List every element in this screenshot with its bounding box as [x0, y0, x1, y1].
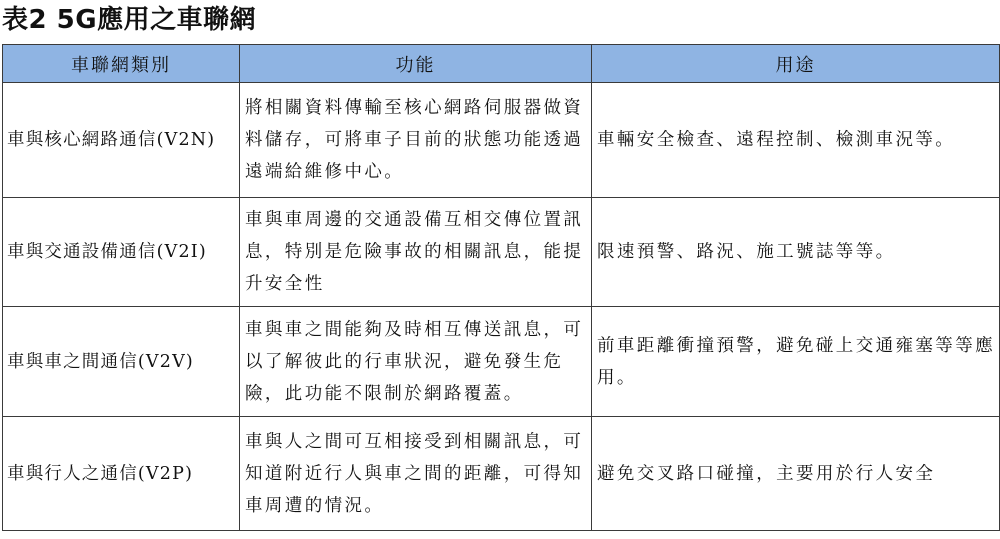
v2x-table	[2, 44, 1000, 531]
table-row	[3, 307, 1000, 417]
usage-cell: 前車距離衝撞預警，避免碰上交通雍塞等等應用。	[592, 307, 1000, 417]
header-function: 功能	[240, 45, 592, 83]
table-title: 表2 5G應用之車聯網	[2, 5, 257, 35]
category-cell: 車與核心網路通信(V2N)	[3, 83, 240, 198]
function-cell: 將相關資料傳輸至核心網路伺服器做資料儲存，可將車子目前的狀態功能透過遠端給維修中心。	[240, 83, 592, 198]
table-header-row	[3, 45, 1000, 83]
usage-cell: 避免交叉路口碰撞，主要用於行人安全	[592, 417, 1000, 531]
function-cell: 車與車周邊的交通設備互相交傳位置訊息，特別是危險事故的相關訊息，能提升安全性	[240, 198, 592, 307]
function-cell: 車與車之間能夠及時相互傳送訊息，可以了解彼此的行車狀況，避免發生危險，此功能不限制於網路覆蓋。	[240, 307, 592, 417]
category-cell: 車與行人之通信(V2P)	[3, 417, 240, 531]
usage-cell: 車輛安全檢查、遠程控制、檢測車況等。	[592, 83, 1000, 198]
header-usage: 用途	[592, 45, 1000, 83]
usage-cell: 限速預警、路況、施工號誌等等。	[592, 198, 1000, 307]
table-row	[3, 417, 1000, 531]
header-category: 車聯網類別	[3, 45, 240, 83]
table-row	[3, 83, 1000, 198]
category-cell: 車與車之間通信(V2V)	[3, 307, 240, 417]
function-cell: 車與人之間可互相接受到相關訊息，可知道附近行人與車之間的距離，可得知車周遭的情況。	[240, 417, 592, 531]
table-row	[3, 198, 1000, 307]
category-cell: 車與交通設備通信(V2I)	[3, 198, 240, 307]
